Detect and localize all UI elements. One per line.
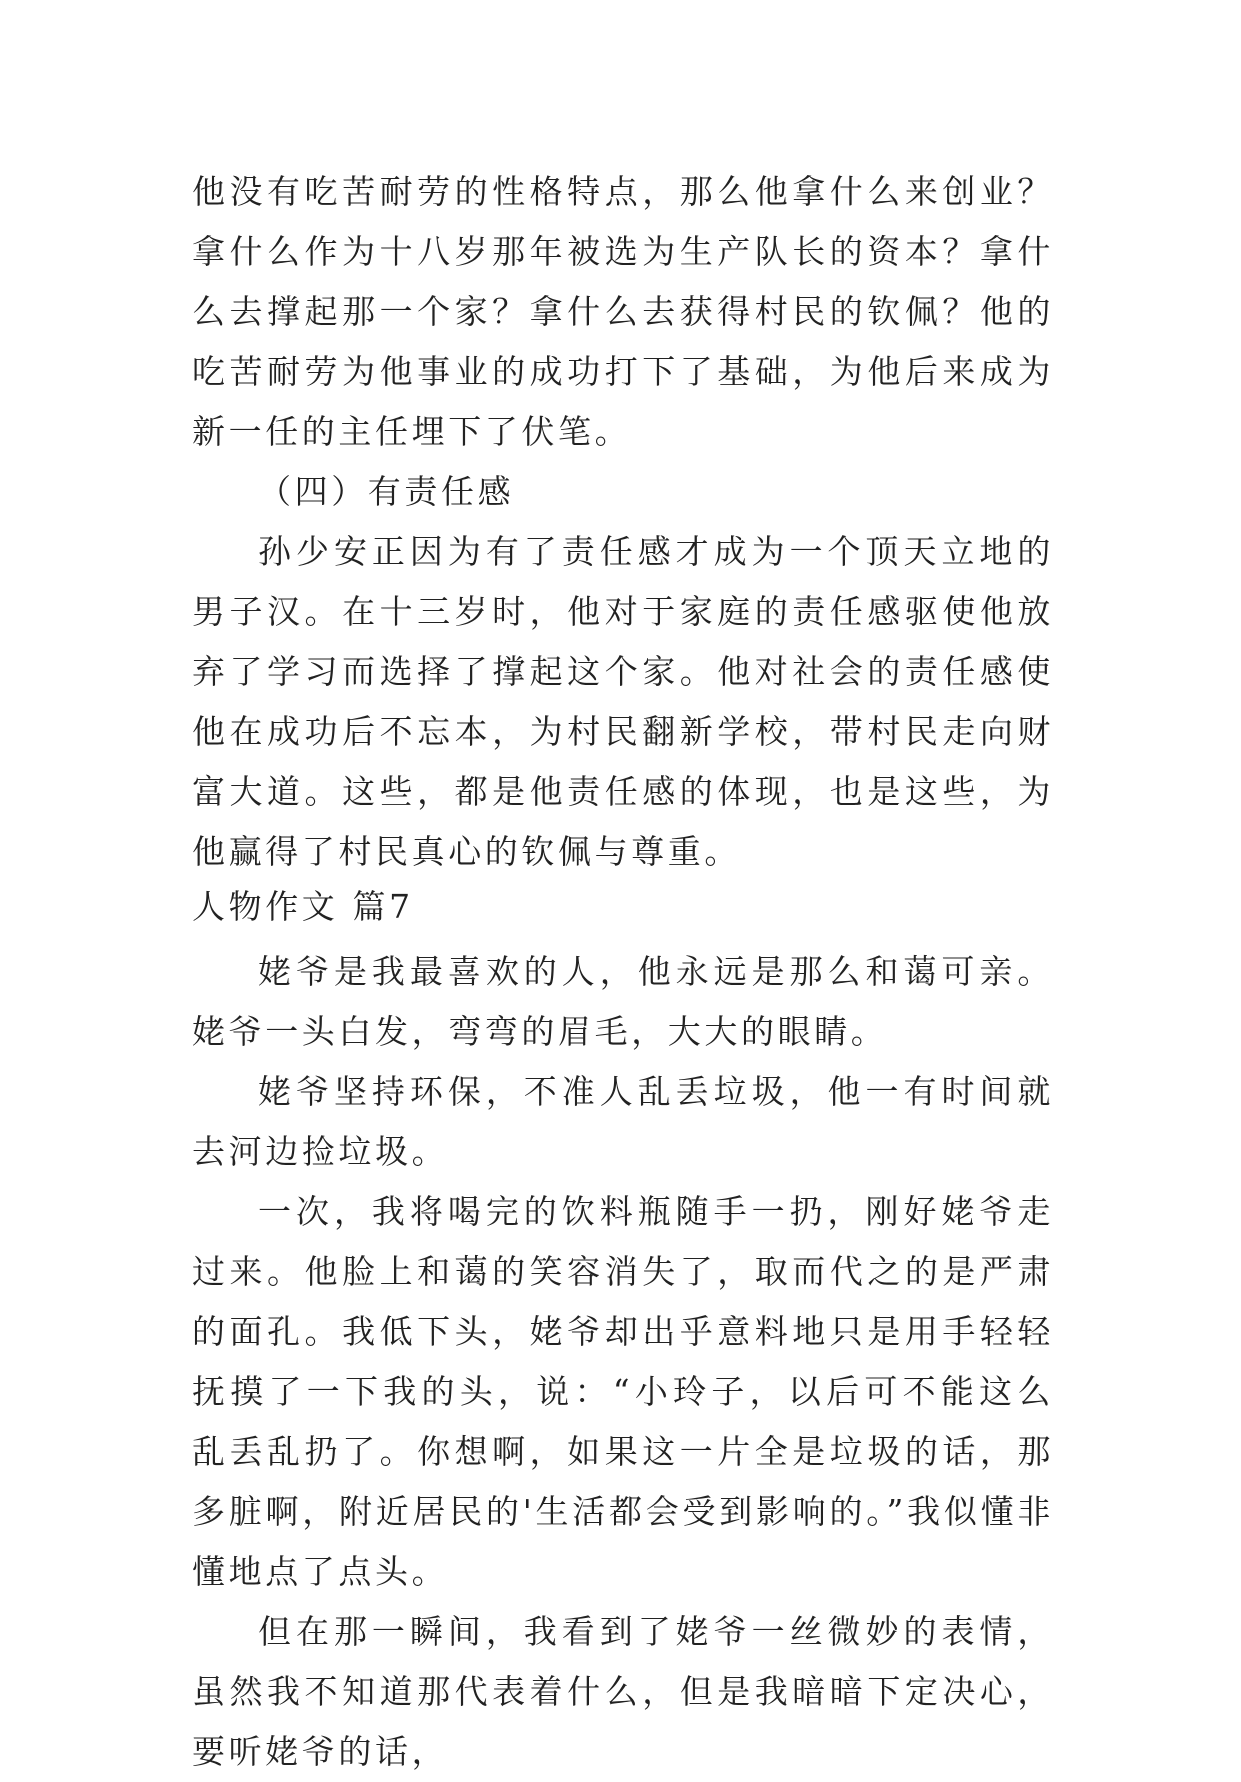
article-title: 人物作文 篇7 xyxy=(192,887,414,926)
paragraph-4: 姥爷坚持环保，不准人乱丢垃圾，他一有时间就去河边捡垃圾。 xyxy=(192,1072,1054,1171)
document-body xyxy=(192,162,1054,1782)
paragraph-3: 姥爷是我最喜欢的人，他永远是那么和蔼可亲。姥爷一头白发，弯弯的眉毛，大大的眼睛。 xyxy=(192,952,1054,1051)
paragraph-5: 一次，我将喝完的饮料瓶随手一扔，刚好姥爷走过来。他脸上和蔼的笑容消失了，取而代之的是严肃的面孔。我低下头，姥爷却出乎意料地只是用手轻轻抚摸了一下我的头，说：“小玲子，以后可不能这么乱丢乱扔了。你想啊，如果这一片全是垃圾的话，那多脏啊，附近居民的'生活都会受到影响的。”我似懂非懂地点了点头。 xyxy=(192,1192,1054,1591)
paragraph-2: 孙少安正因为有了责任感才成为一个顶天立地的男子汉。在十三岁时，他对于家庭的责任感驱使他放弃了学习而选择了撑起这个家。他对社会的责任感使他在成功后不忘本，为村民翻新学校，带村民走向财富大道。这些，都是他责任感的体现，也是这些，为他赢得了村民真心的钦佩与尊重。 xyxy=(192,532,1054,871)
paragraph-1: 他没有吃苦耐劳的性格特点，那么他拿什么来创业？拿什么作为十八岁那年被选为生产队长的资本？拿什么去撑起那一个家？拿什么去获得村民的钦佩？他的吃苦耐劳为他事业的成功打下了基础，为他后来成为新一任的主任埋下了伏笔。 xyxy=(192,172,1054,451)
section-heading-4: （四）有责任感 xyxy=(258,472,515,511)
paragraph-6: 但在那一瞬间，我看到了姥爷一丝微妙的表情，虽然我不知道那代表着什么，但是我暗暗下定决心，要听姥爷的话， xyxy=(192,1612,1054,1771)
